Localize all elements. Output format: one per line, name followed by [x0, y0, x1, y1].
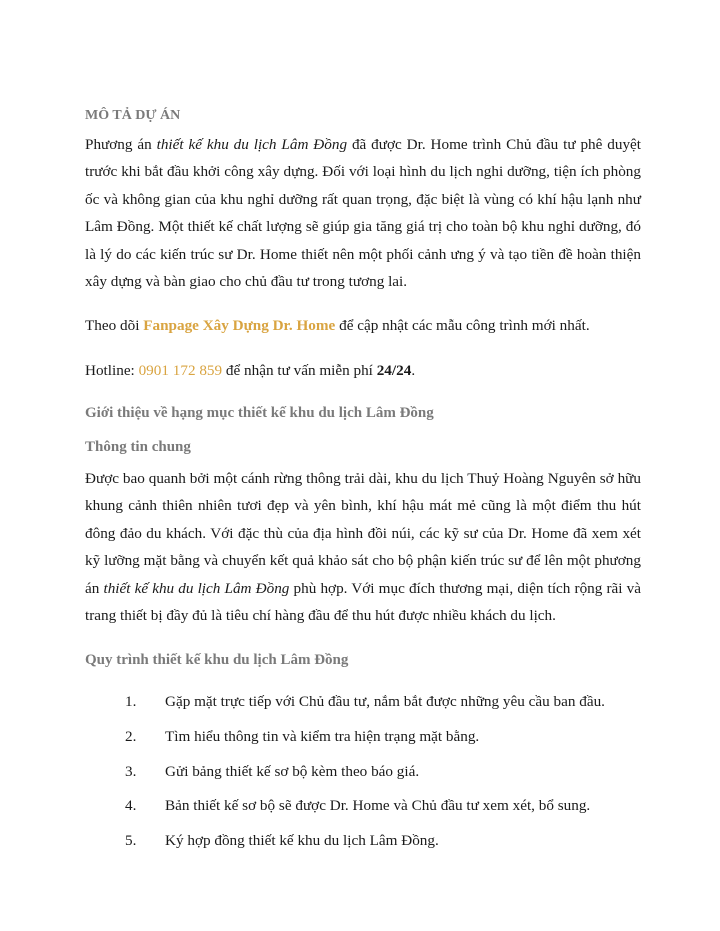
step-number: 5. — [125, 832, 137, 850]
hotline-bold: 24/24 — [376, 361, 412, 379]
general-part1: Được bao quanh bởi một cánh rừng thông trải dài, khu du lịch Thuỷ Hoàng Nguyên sở hữu khung cảnh thiên nhiên tươi đẹp và yên bình, khí hậu mát mẻ cũng là một điểm thu hút đông đảo du khách. Với đặc thù của địa hình đồi núi, các kỹ sư của Dr. Home đã xem xét kỹ lưỡng mặt bằng và chuyển kết quả khảo sát cho bộ phận kiến trúc sư để lên một phương án — [85, 470, 641, 597]
process-steps-list — [85, 693, 641, 867]
step-number: 1. — [125, 692, 137, 710]
general-paragraph — [85, 465, 641, 629]
list-item — [85, 797, 641, 832]
hotline-suffix: . — [411, 361, 416, 379]
general-part2: phù hợp. Với mục đích thương mại, diện tích rộng rãi và trang thiết bị đầy đủ là tiêu chí hàng đầu để thu hút được nhiều khách du lịch. — [85, 579, 641, 625]
hotline-phone-link[interactable]: 0901 172 859 — [138, 361, 223, 379]
list-item — [85, 832, 641, 867]
intro-paragraph — [85, 131, 641, 295]
follow-paragraph — [85, 312, 641, 339]
section-subheading-general: Thông tin chung — [85, 438, 191, 455]
hotline-middle: để nhận tư vấn miễn phí — [222, 361, 377, 379]
step-text: Bản thiết kế sơ bộ sẽ được Dr. Home và Chủ đầu tư xem xét, bổ sung. — [165, 797, 591, 815]
page-title: MÔ TẢ DỰ ÁN — [85, 108, 181, 123]
step-number: 3. — [125, 762, 137, 780]
list-item — [85, 728, 641, 763]
step-number: 2. — [125, 727, 137, 745]
step-text: Gặp mặt trực tiếp với Chủ đầu tư, nắm bắt được những yêu cầu ban đầu. — [165, 692, 605, 710]
fanpage-link[interactable]: Fanpage Xây Dựng Dr. Home — [143, 317, 336, 335]
follow-suffix: để cập nhật các mẫu công trình mới nhất. — [335, 317, 590, 335]
hotline-paragraph — [85, 357, 641, 384]
step-text: Ký hợp đồng thiết kế khu du lịch Lâm Đồng. — [165, 832, 439, 850]
intro-rest: đã được Dr. Home trình Chủ đầu tư phê duyệt trước khi bắt đầu khởi công xây dựng. Đối với loại hình du lịch nghi dưỡng, tiện ích phòng ốc và không gian của khu nghỉ dưỡng rất quan trọng, đặc biệt là vùng có khí hậu lạnh như Lâm Đồng. Một thiết kế chất lượng sẽ giúp gia tăng giá trị cho toàn bộ khu nghỉ dưỡng, đó là lý do các kiến trúc sư Dr. Home thiết nên một phối cảnh ưng ý và tạo tiền đề hoàn thiện xây dựng và bàn giao cho chủ đầu tư trong tương lai. — [85, 136, 642, 291]
step-text: Gửi bảng thiết kế sơ bộ kèm theo báo giá. — [165, 762, 420, 780]
intro-prefix: Phương án — [85, 136, 157, 153]
section-heading-intro: Giới thiệu về hạng mục thiết kế khu du lịch Lâm Đồng — [85, 405, 434, 422]
step-text: Tìm hiểu thông tin và kiểm tra hiện trạng mặt bằng. — [165, 727, 480, 745]
follow-prefix: Theo dõi — [85, 317, 144, 335]
list-item — [85, 693, 641, 728]
step-number: 4. — [125, 797, 137, 815]
document-content — [85, 108, 641, 867]
general-italic: thiết kế khu du lịch Lâm Đồng — [103, 579, 290, 597]
intro-italic: thiết kế khu du lịch Lâm Đồng — [156, 136, 348, 153]
list-item — [85, 763, 641, 798]
section-heading-process: Quy trình thiết kế khu du lịch Lâm Đồng — [85, 651, 349, 668]
hotline-prefix: Hotline: — [85, 361, 139, 379]
